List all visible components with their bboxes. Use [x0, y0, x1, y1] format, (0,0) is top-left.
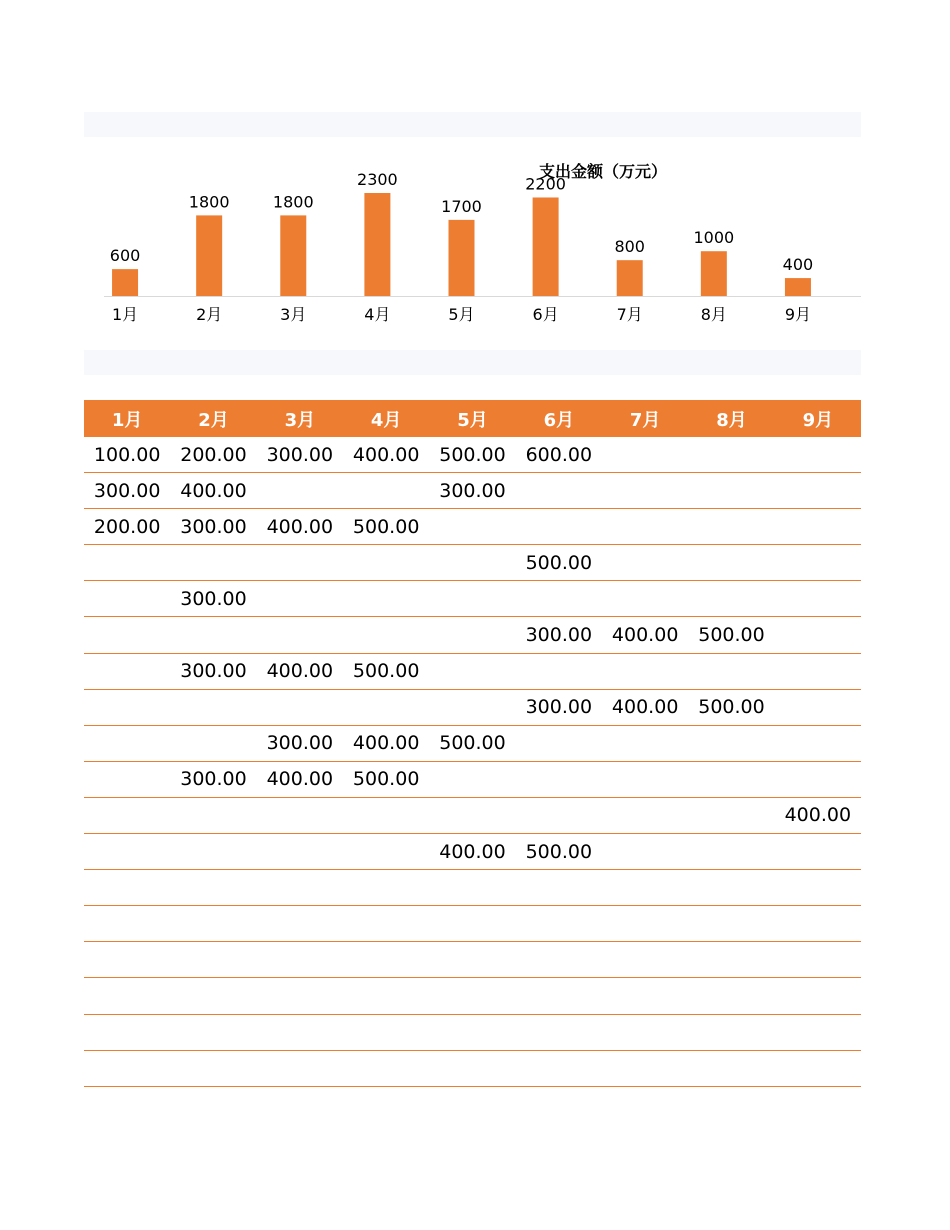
table-cell — [516, 726, 602, 761]
bar-5 — [449, 220, 475, 296]
table-cell — [343, 1015, 429, 1050]
table-cell: 300.00 — [180, 515, 247, 538]
table-cell — [84, 617, 170, 652]
table-row — [84, 942, 861, 978]
table-cell — [775, 437, 861, 472]
table-cell — [84, 690, 170, 725]
table-row — [84, 798, 861, 834]
table-cell: 600.00 — [525, 443, 593, 466]
table-cell — [688, 545, 774, 580]
table-cell — [84, 581, 170, 616]
table-cell — [429, 762, 515, 797]
table-cell — [429, 654, 515, 689]
table-cell — [257, 1051, 343, 1086]
data-label-5: 1700 — [441, 196, 482, 216]
table-cell — [516, 762, 602, 797]
table-cell — [688, 581, 774, 616]
x-tick-9: 9月 — [784, 305, 812, 324]
table-row — [84, 870, 861, 906]
table-cell — [516, 473, 602, 508]
table-row — [84, 509, 861, 545]
table-cell: 500.00 — [525, 840, 593, 863]
table-cell — [84, 906, 170, 941]
table-cell — [688, 870, 774, 905]
table-cell — [775, 654, 861, 689]
table-cell — [343, 690, 429, 725]
bar-7 — [617, 260, 643, 296]
table-cell — [170, 690, 256, 725]
x-tick-7: 7月 — [616, 305, 643, 324]
table-cell: 400.00 — [352, 443, 420, 466]
table-cell — [170, 617, 256, 652]
table-cell — [602, 654, 688, 689]
table-cell: 300.00 — [180, 768, 247, 791]
table-cell — [429, 906, 515, 941]
table-header — [84, 400, 861, 437]
table-cell — [602, 870, 688, 905]
table-cell — [84, 798, 170, 833]
table-row — [84, 978, 861, 1014]
table-cell — [170, 545, 256, 580]
column-header: 8月 — [716, 409, 747, 431]
x-tick-6: 6月 — [532, 305, 559, 324]
table-cell — [343, 617, 429, 652]
table-cell — [257, 906, 343, 941]
table-cell — [257, 690, 343, 725]
table-cell — [429, 509, 515, 544]
column-header: 4月 — [370, 409, 402, 431]
table-cell — [429, 581, 515, 616]
table-cell — [343, 581, 429, 616]
table-cell — [84, 1051, 170, 1086]
table-cell — [602, 437, 688, 472]
table-cell — [84, 978, 170, 1013]
table-cell — [170, 978, 256, 1013]
table-row — [84, 726, 861, 762]
table-cell — [688, 1015, 774, 1050]
data-label-3: 1800 — [272, 192, 314, 212]
table-cell: 200.00 — [93, 515, 161, 538]
table-cell — [775, 617, 861, 652]
table-cell — [602, 1015, 688, 1050]
table-cell: 500.00 — [352, 515, 420, 538]
table-cell: 200.00 — [180, 443, 247, 466]
table-cell — [602, 942, 688, 977]
data-label-9: 400 — [782, 255, 814, 275]
table-cell — [343, 870, 429, 905]
table-cell — [170, 798, 256, 833]
table-cell — [84, 942, 170, 977]
table-cell — [429, 1015, 515, 1050]
table-row — [84, 1015, 861, 1051]
table-cell — [602, 906, 688, 941]
table-cell — [775, 870, 861, 905]
table-cell — [688, 437, 774, 472]
table-cell: 300.00 — [525, 624, 593, 647]
table-cell — [257, 798, 343, 833]
table-cell — [343, 834, 429, 869]
table-cell — [343, 906, 429, 941]
table-cell — [775, 581, 861, 616]
table-cell — [343, 545, 429, 580]
table-cell — [516, 906, 602, 941]
table-cell: 300.00 — [93, 479, 161, 502]
table-cell: 300.00 — [266, 443, 334, 466]
table-cell: 300.00 — [266, 732, 334, 755]
table-cell: 400.00 — [352, 732, 420, 755]
table-cell — [688, 942, 774, 977]
table-cell: 400.00 — [266, 515, 334, 538]
table-cell — [602, 473, 688, 508]
bar-9 — [785, 278, 811, 296]
table-cell — [429, 1051, 515, 1086]
table-cell — [775, 978, 861, 1013]
data-label-4: 2300 — [357, 170, 398, 189]
table-cell — [429, 942, 515, 977]
table-cell — [516, 581, 602, 616]
table-body — [84, 437, 861, 1087]
column-header: 6月 — [543, 409, 575, 431]
bar-6 — [533, 197, 559, 296]
table-cell — [688, 473, 774, 508]
table-row — [84, 654, 861, 690]
table-row — [84, 473, 861, 509]
table-cell — [775, 509, 861, 544]
table-cell — [602, 581, 688, 616]
table-cell — [343, 473, 429, 508]
table-row — [84, 437, 861, 473]
table-cell — [602, 762, 688, 797]
expense-table — [84, 400, 861, 1087]
table-cell — [170, 870, 256, 905]
table-cell — [688, 726, 774, 761]
table-cell — [343, 1051, 429, 1086]
x-tick-4: 4月 — [364, 305, 391, 324]
table-row — [84, 834, 861, 870]
table-cell: 300.00 — [180, 587, 247, 610]
table-cell: 500.00 — [525, 551, 593, 574]
table-cell — [257, 978, 343, 1013]
table-cell — [775, 1051, 861, 1086]
column-header: 5月 — [457, 409, 488, 431]
table-cell — [688, 978, 774, 1013]
column-header: 2月 — [198, 409, 229, 431]
data-label-8: 1000 — [693, 228, 735, 248]
table-cell — [775, 942, 861, 977]
x-tick-8: 8月 — [700, 305, 727, 324]
table-cell — [775, 690, 861, 725]
table-cell — [257, 581, 343, 616]
table-cell — [688, 906, 774, 941]
bar-8 — [701, 251, 727, 296]
table-row — [84, 581, 861, 617]
table-cell — [688, 834, 774, 869]
table-cell — [429, 617, 515, 652]
table-cell — [429, 545, 515, 580]
table-cell — [343, 798, 429, 833]
table-cell — [688, 1051, 774, 1086]
table-cell — [516, 509, 602, 544]
table-cell — [602, 726, 688, 761]
table-cell — [775, 762, 861, 797]
bar-4 — [364, 193, 390, 296]
x-tick-5: 5月 — [448, 305, 475, 324]
table-row — [84, 762, 861, 798]
data-label-6: 2200 — [525, 174, 566, 194]
table-cell — [343, 942, 429, 977]
table-cell: 300.00 — [525, 696, 593, 719]
table-cell: 400.00 — [611, 696, 679, 719]
top-band — [84, 112, 861, 137]
table-cell: 500.00 — [698, 624, 765, 647]
table-cell — [775, 906, 861, 941]
table-cell — [84, 762, 170, 797]
table-cell: 500.00 — [352, 768, 420, 791]
table-cell — [602, 834, 688, 869]
table-cell — [257, 1015, 343, 1050]
table-cell — [84, 726, 170, 761]
table-cell — [602, 509, 688, 544]
chart-title: 支出金额（万元） — [538, 162, 668, 181]
table-cell — [170, 906, 256, 941]
table-cell: 300.00 — [180, 660, 247, 683]
table-cell: 400.00 — [266, 660, 334, 683]
table-cell — [170, 834, 256, 869]
table-cell — [170, 1051, 256, 1086]
table-cell — [170, 726, 256, 761]
table-cell: 400.00 — [180, 479, 247, 502]
table-cell: 500.00 — [439, 732, 506, 755]
table-cell — [516, 978, 602, 1013]
x-tick-2: 2月 — [196, 305, 223, 324]
data-label-7: 800 — [614, 237, 645, 257]
x-tick-3: 3月 — [280, 305, 307, 324]
bar-2 — [196, 215, 222, 296]
table-row — [84, 906, 861, 942]
table-cell — [257, 942, 343, 977]
table-cell — [84, 654, 170, 689]
middle-band — [84, 350, 861, 375]
table-row — [84, 1051, 861, 1087]
table-cell — [257, 473, 343, 508]
table-cell: 500.00 — [698, 696, 765, 719]
table-cell — [257, 617, 343, 652]
table-cell — [170, 1015, 256, 1050]
table-cell: 400.00 — [611, 624, 679, 647]
table-cell — [516, 1015, 602, 1050]
column-header: 7月 — [629, 409, 661, 431]
table-cell: 400.00 — [784, 804, 852, 827]
table-cell — [516, 870, 602, 905]
table-cell — [775, 1015, 861, 1050]
table-cell — [775, 834, 861, 869]
table-cell — [429, 870, 515, 905]
bar-1 — [112, 269, 138, 296]
table-cell — [688, 798, 774, 833]
table-cell: 100.00 — [93, 443, 161, 466]
table-cell: 300.00 — [439, 479, 506, 502]
column-header: 1月 — [111, 409, 143, 431]
table-cell — [84, 1015, 170, 1050]
bar-3 — [280, 215, 306, 296]
table-cell — [775, 545, 861, 580]
table-cell — [775, 726, 861, 761]
data-label-1: 600 — [109, 246, 141, 266]
table-cell: 500.00 — [439, 443, 506, 466]
table-cell — [516, 1051, 602, 1086]
column-header: 3月 — [284, 409, 316, 431]
table-cell — [602, 798, 688, 833]
table-row — [84, 690, 861, 726]
table-cell — [602, 545, 688, 580]
table-cell — [84, 870, 170, 905]
table-cell — [775, 473, 861, 508]
table-cell — [257, 870, 343, 905]
column-header: 9月 — [802, 409, 834, 431]
table-cell — [257, 545, 343, 580]
table-cell: 500.00 — [352, 660, 420, 683]
chart-svg — [84, 150, 861, 340]
table-cell — [688, 654, 774, 689]
table-cell — [516, 654, 602, 689]
table-row — [84, 545, 861, 581]
table-cell — [516, 798, 602, 833]
table-cell: 400.00 — [266, 768, 334, 791]
table-cell — [429, 690, 515, 725]
expense-chart — [84, 150, 861, 340]
table-cell — [343, 978, 429, 1013]
table-cell — [516, 942, 602, 977]
table-cell — [602, 1051, 688, 1086]
table-cell — [170, 942, 256, 977]
table-cell — [688, 762, 774, 797]
table-cell — [429, 798, 515, 833]
table-cell — [602, 978, 688, 1013]
data-label-2: 1800 — [188, 192, 230, 212]
table-row — [84, 617, 861, 653]
table-cell — [84, 545, 170, 580]
table-cell — [84, 834, 170, 869]
table-cell — [429, 978, 515, 1013]
x-tick-1: 1月 — [111, 305, 139, 324]
table-cell — [688, 509, 774, 544]
table-cell: 400.00 — [439, 840, 506, 863]
table-cell — [257, 834, 343, 869]
